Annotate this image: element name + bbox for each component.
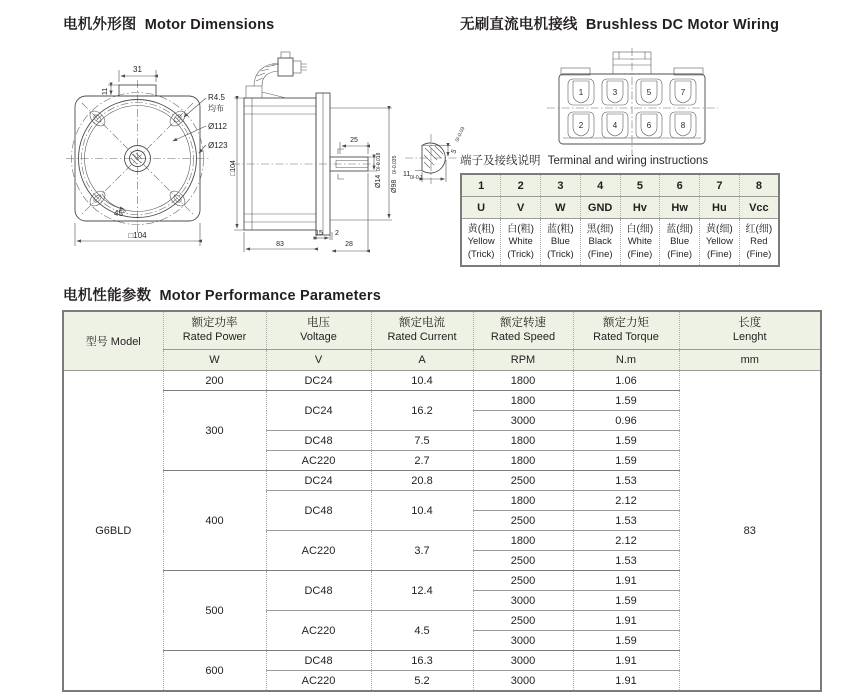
performance-title-en: Motor Performance Parameters <box>159 288 382 304</box>
torque-cell: 1.53 <box>573 471 679 491</box>
current-header-en: Rated Current <box>387 330 457 343</box>
terminal-note <box>460 152 708 168</box>
model-header: 型号 Model <box>63 311 163 371</box>
terminal-signal: Vcc <box>739 197 779 219</box>
outer-circle-label: Ø123 <box>208 141 228 150</box>
speed-cell: 2500 <box>473 471 573 491</box>
wire-color-zh: 黄(细) <box>706 223 733 235</box>
speed-cell: 1800 <box>473 451 573 471</box>
dim11-ext <box>108 85 119 96</box>
dim-31-label: 31 <box>133 65 142 74</box>
power-cell: 600 <box>163 651 266 692</box>
speed-cell: 1800 <box>473 531 573 551</box>
voltage-cell: AC220 <box>266 531 371 571</box>
flat-depth-label: 5 <box>450 148 459 155</box>
length-header-en: Lenght <box>732 330 767 343</box>
pin-number: 5 <box>646 88 652 97</box>
power-cell: 500 <box>163 571 266 651</box>
wire-color-zh: 蓝(粗) <box>547 223 574 235</box>
cable-support-line <box>262 92 286 98</box>
terminal-wire <box>620 219 660 267</box>
current-cell: 4.5 <box>371 611 473 651</box>
voltage-cell: DC48 <box>266 651 371 671</box>
terminal-wire <box>580 219 620 267</box>
terminal-wire <box>461 219 501 267</box>
voltage-header-en: Voltage <box>300 330 337 343</box>
torque-cell: 1.59 <box>573 431 679 451</box>
terminal-number: 6 <box>660 174 700 197</box>
wire-color-zh: 蓝(细) <box>666 223 693 235</box>
spigot-dia-tol-label: 0/-0.035 <box>392 155 398 174</box>
wire-color-en: White <box>627 236 653 248</box>
wire-type: (Trick) <box>507 248 534 260</box>
speed-cell: 3000 <box>473 671 573 692</box>
terminal-number: 7 <box>700 174 740 197</box>
torque-header-zh: 额定力矩 <box>603 317 649 330</box>
speed-cell: 3000 <box>473 411 573 431</box>
terminal-wire <box>541 219 581 267</box>
terminal-note-zh: 端子及接线说明 <box>460 155 541 167</box>
voltage-cell: DC48 <box>266 571 371 611</box>
voltage-header <box>266 311 371 350</box>
evenly-distributed-label: 均布 <box>208 104 224 113</box>
wiring-title-en: Brushless DC Motor Wiring <box>585 17 780 33</box>
dim-15-label: 15 <box>315 230 323 237</box>
wiring-title <box>460 13 779 34</box>
speed-cell: 3000 <box>473 591 573 611</box>
terminal-number: 3 <box>541 174 581 197</box>
torque-cell: 1.59 <box>573 631 679 651</box>
wire-type: (Fine) <box>667 248 693 260</box>
torque-cell: 1.59 <box>573 591 679 611</box>
speed-header-en: Rated Speed <box>490 330 556 343</box>
cable-gland <box>246 86 262 98</box>
speed-header <box>473 311 573 350</box>
connector-pins <box>301 64 307 70</box>
pin-number: 2 <box>578 121 584 130</box>
speed-cell: 1800 <box>473 491 573 511</box>
current-cell: 10.4 <box>371 371 473 391</box>
radius-label: R4.5 <box>208 93 225 102</box>
voltage-cell: AC220 <box>266 451 371 471</box>
performance-title <box>63 284 381 305</box>
voltage-cell: AC220 <box>266 611 371 651</box>
current-cell: 3.7 <box>371 531 473 571</box>
torque-cell: 2.12 <box>573 531 679 551</box>
center-lines <box>66 80 210 234</box>
current-cell: 10.4 <box>371 491 473 531</box>
torque-cell: 1.59 <box>573 391 679 411</box>
torque-cell: 1.91 <box>573 671 679 692</box>
dim-2-label: 2 <box>335 230 339 237</box>
wire-color-en: White <box>508 236 533 248</box>
wire-color-zh: 黑(细) <box>586 223 614 235</box>
wire-color-en: Blue <box>670 236 690 248</box>
torque-cell: 1.06 <box>573 371 679 391</box>
motor-dimensions-title-en: Motor Dimensions <box>144 17 275 33</box>
flat-depth-tol-label: 0/-0.03 <box>454 126 467 143</box>
bolt-circle-label: Ø112 <box>208 122 227 131</box>
power-header-en: Rated Power <box>182 330 247 343</box>
current-header <box>371 311 473 350</box>
torque-cell: 1.59 <box>573 451 679 471</box>
wire-color-zh: 黄(粗) <box>467 223 495 235</box>
torque-unit: N.m <box>573 350 679 371</box>
torque-cell: 1.91 <box>573 571 679 591</box>
length-cell: 83 <box>679 371 821 692</box>
leader-r45 <box>184 98 206 117</box>
terminal-wire-row <box>461 219 779 267</box>
length-unit: mm <box>679 350 821 371</box>
terminal-signal: Hu <box>700 197 740 219</box>
performance-table <box>62 310 822 692</box>
motor-dimensions-title-zh: 电机外形图 <box>63 17 137 33</box>
d-shaft-hatch <box>424 146 443 168</box>
terminal-number: 5 <box>620 174 660 197</box>
torque-header <box>573 311 679 350</box>
terminal-number: 4 <box>580 174 620 197</box>
square-dim-label: □104 <box>128 231 147 240</box>
dim-83-label: 83 <box>276 241 284 248</box>
pin-number: 7 <box>680 88 686 97</box>
cable-braid <box>254 63 278 86</box>
wire-color-en: Yellow <box>705 236 733 248</box>
header-row-units <box>63 350 821 371</box>
speed-cell: 3000 <box>473 631 573 651</box>
terminal-signal: Hw <box>660 197 700 219</box>
pin-number: 4 <box>612 121 618 130</box>
voltage-cell: DC24 <box>266 391 371 431</box>
square-dim-label: □104 <box>230 160 237 176</box>
power-cell: 200 <box>163 371 266 391</box>
speed-cell: 1800 <box>473 371 573 391</box>
torque-cell: 1.91 <box>573 651 679 671</box>
speed-cell: 1800 <box>473 431 573 451</box>
connector-center-lines <box>547 48 718 156</box>
length-header <box>679 311 821 350</box>
motor-dimensions-title <box>63 13 274 34</box>
wire-color-en: Black <box>588 236 612 248</box>
current-cell: 16.3 <box>371 651 473 671</box>
current-cell: 2.7 <box>371 451 473 471</box>
shaft-dia-label: Ø14 <box>375 174 382 188</box>
wire-color-en: Red <box>750 236 768 248</box>
angle-label: 45° <box>114 209 127 218</box>
speed-cell: 1800 <box>473 391 573 411</box>
power-header-zh: 额定功率 <box>191 317 238 330</box>
voltage-unit: V <box>266 350 371 371</box>
angle-arc <box>102 194 124 209</box>
wire-color-zh: 白(粗) <box>507 223 534 235</box>
voltage-cell: DC48 <box>266 491 371 531</box>
terminal-signal-row <box>461 197 779 219</box>
voltage-cell: DC48 <box>266 431 371 451</box>
speed-cell: 3000 <box>473 651 573 671</box>
perf-row <box>63 371 821 391</box>
wire-color-en: Blue <box>550 236 570 248</box>
leader-d112 <box>173 126 206 141</box>
current-cell: 12.4 <box>371 571 473 611</box>
terminal-wire <box>660 219 700 267</box>
terminal-wire <box>739 219 779 267</box>
model-cell: G6BLD <box>63 371 163 692</box>
terminal-note-en: Terminal and wiring instructions <box>547 155 709 167</box>
power-cell: 400 <box>163 471 266 571</box>
dim-28-label: 28 <box>345 241 353 248</box>
current-unit: A <box>371 350 473 371</box>
speed-header-zh: 额定转速 <box>500 317 546 330</box>
spigot-dia-label: Ø98 <box>391 179 398 193</box>
terminal-wire <box>700 219 740 267</box>
voltage-cell: DC24 <box>266 471 371 491</box>
torque-header-en: Rated Torque <box>593 330 659 343</box>
wire-type: (Trick) <box>467 248 495 260</box>
length-header-zh: 长度 <box>738 317 762 330</box>
terminal-number: 1 <box>461 174 501 197</box>
connector-plug <box>278 58 293 76</box>
current-cell: 5.2 <box>371 671 473 692</box>
flat-width-tol-label: 0/-0.1 <box>410 175 423 181</box>
torque-cell: 2.12 <box>573 491 679 511</box>
terminal-signal: W <box>541 197 581 219</box>
torque-cell: 0.96 <box>573 411 679 431</box>
connector-latch <box>281 52 290 58</box>
wire-type: (Trick) <box>547 248 574 260</box>
voltage-header-zh: 电压 <box>307 317 330 330</box>
connector-diagram <box>545 46 721 158</box>
speed-unit: RPM <box>473 350 573 371</box>
torque-cell: 1.91 <box>573 611 679 631</box>
voltage-cell: DC24 <box>266 371 371 391</box>
wire-color-zh: 红(细) <box>745 223 773 235</box>
wire-color-en: Yellow <box>467 236 495 248</box>
speed-cell: 2500 <box>473 571 573 591</box>
terminal-signal: Hv <box>620 197 660 219</box>
header-row-1 <box>63 311 821 350</box>
pin-number: 3 <box>612 88 618 97</box>
terminal-number: 8 <box>739 174 779 197</box>
speed-cell: 2500 <box>473 551 573 571</box>
power-header <box>163 311 266 350</box>
current-cell: 7.5 <box>371 431 473 451</box>
dim-11-label: 11 <box>102 87 109 95</box>
shaft-dia-tol-label: 0/-0.018 <box>376 152 382 171</box>
pin-number: 8 <box>680 121 686 130</box>
terminal-table <box>460 173 780 267</box>
pin-number: 1 <box>578 88 584 97</box>
terminal-number-row <box>461 174 779 197</box>
torque-cell: 1.53 <box>573 511 679 531</box>
wire-type: (Fine) <box>706 248 732 260</box>
current-header-zh: 额定电流 <box>399 317 445 330</box>
performance-title-zh: 电机性能参数 <box>63 288 152 304</box>
power-cell: 300 <box>163 391 266 471</box>
wire-type: (Fine) <box>746 248 772 260</box>
terminal-number: 2 <box>501 174 541 197</box>
wire-color-zh: 白(细) <box>626 223 654 235</box>
connector-nose <box>293 61 301 73</box>
wire-type: (Fine) <box>627 248 653 260</box>
terminal-signal: U <box>461 197 501 219</box>
speed-cell: 2500 <box>473 611 573 631</box>
speed-cell: 2500 <box>473 511 573 531</box>
wiring-title-zh: 无刷直流电机接线 <box>460 17 578 33</box>
voltage-cell: AC220 <box>266 671 371 692</box>
dim-25-label: 25 <box>350 137 358 144</box>
terminal-wire <box>501 219 541 267</box>
current-cell: 16.2 <box>371 391 473 431</box>
current-cell: 20.8 <box>371 471 473 491</box>
pin-number: 6 <box>646 121 652 130</box>
terminal-signal: GND <box>580 197 620 219</box>
terminal-signal: V <box>501 197 541 219</box>
flat-width-label: 11 <box>403 171 411 178</box>
cable-braid-hatch <box>256 64 279 81</box>
torque-cell: 1.53 <box>573 551 679 571</box>
power-unit: W <box>163 350 266 371</box>
wire-type: (Fine) <box>587 248 613 260</box>
